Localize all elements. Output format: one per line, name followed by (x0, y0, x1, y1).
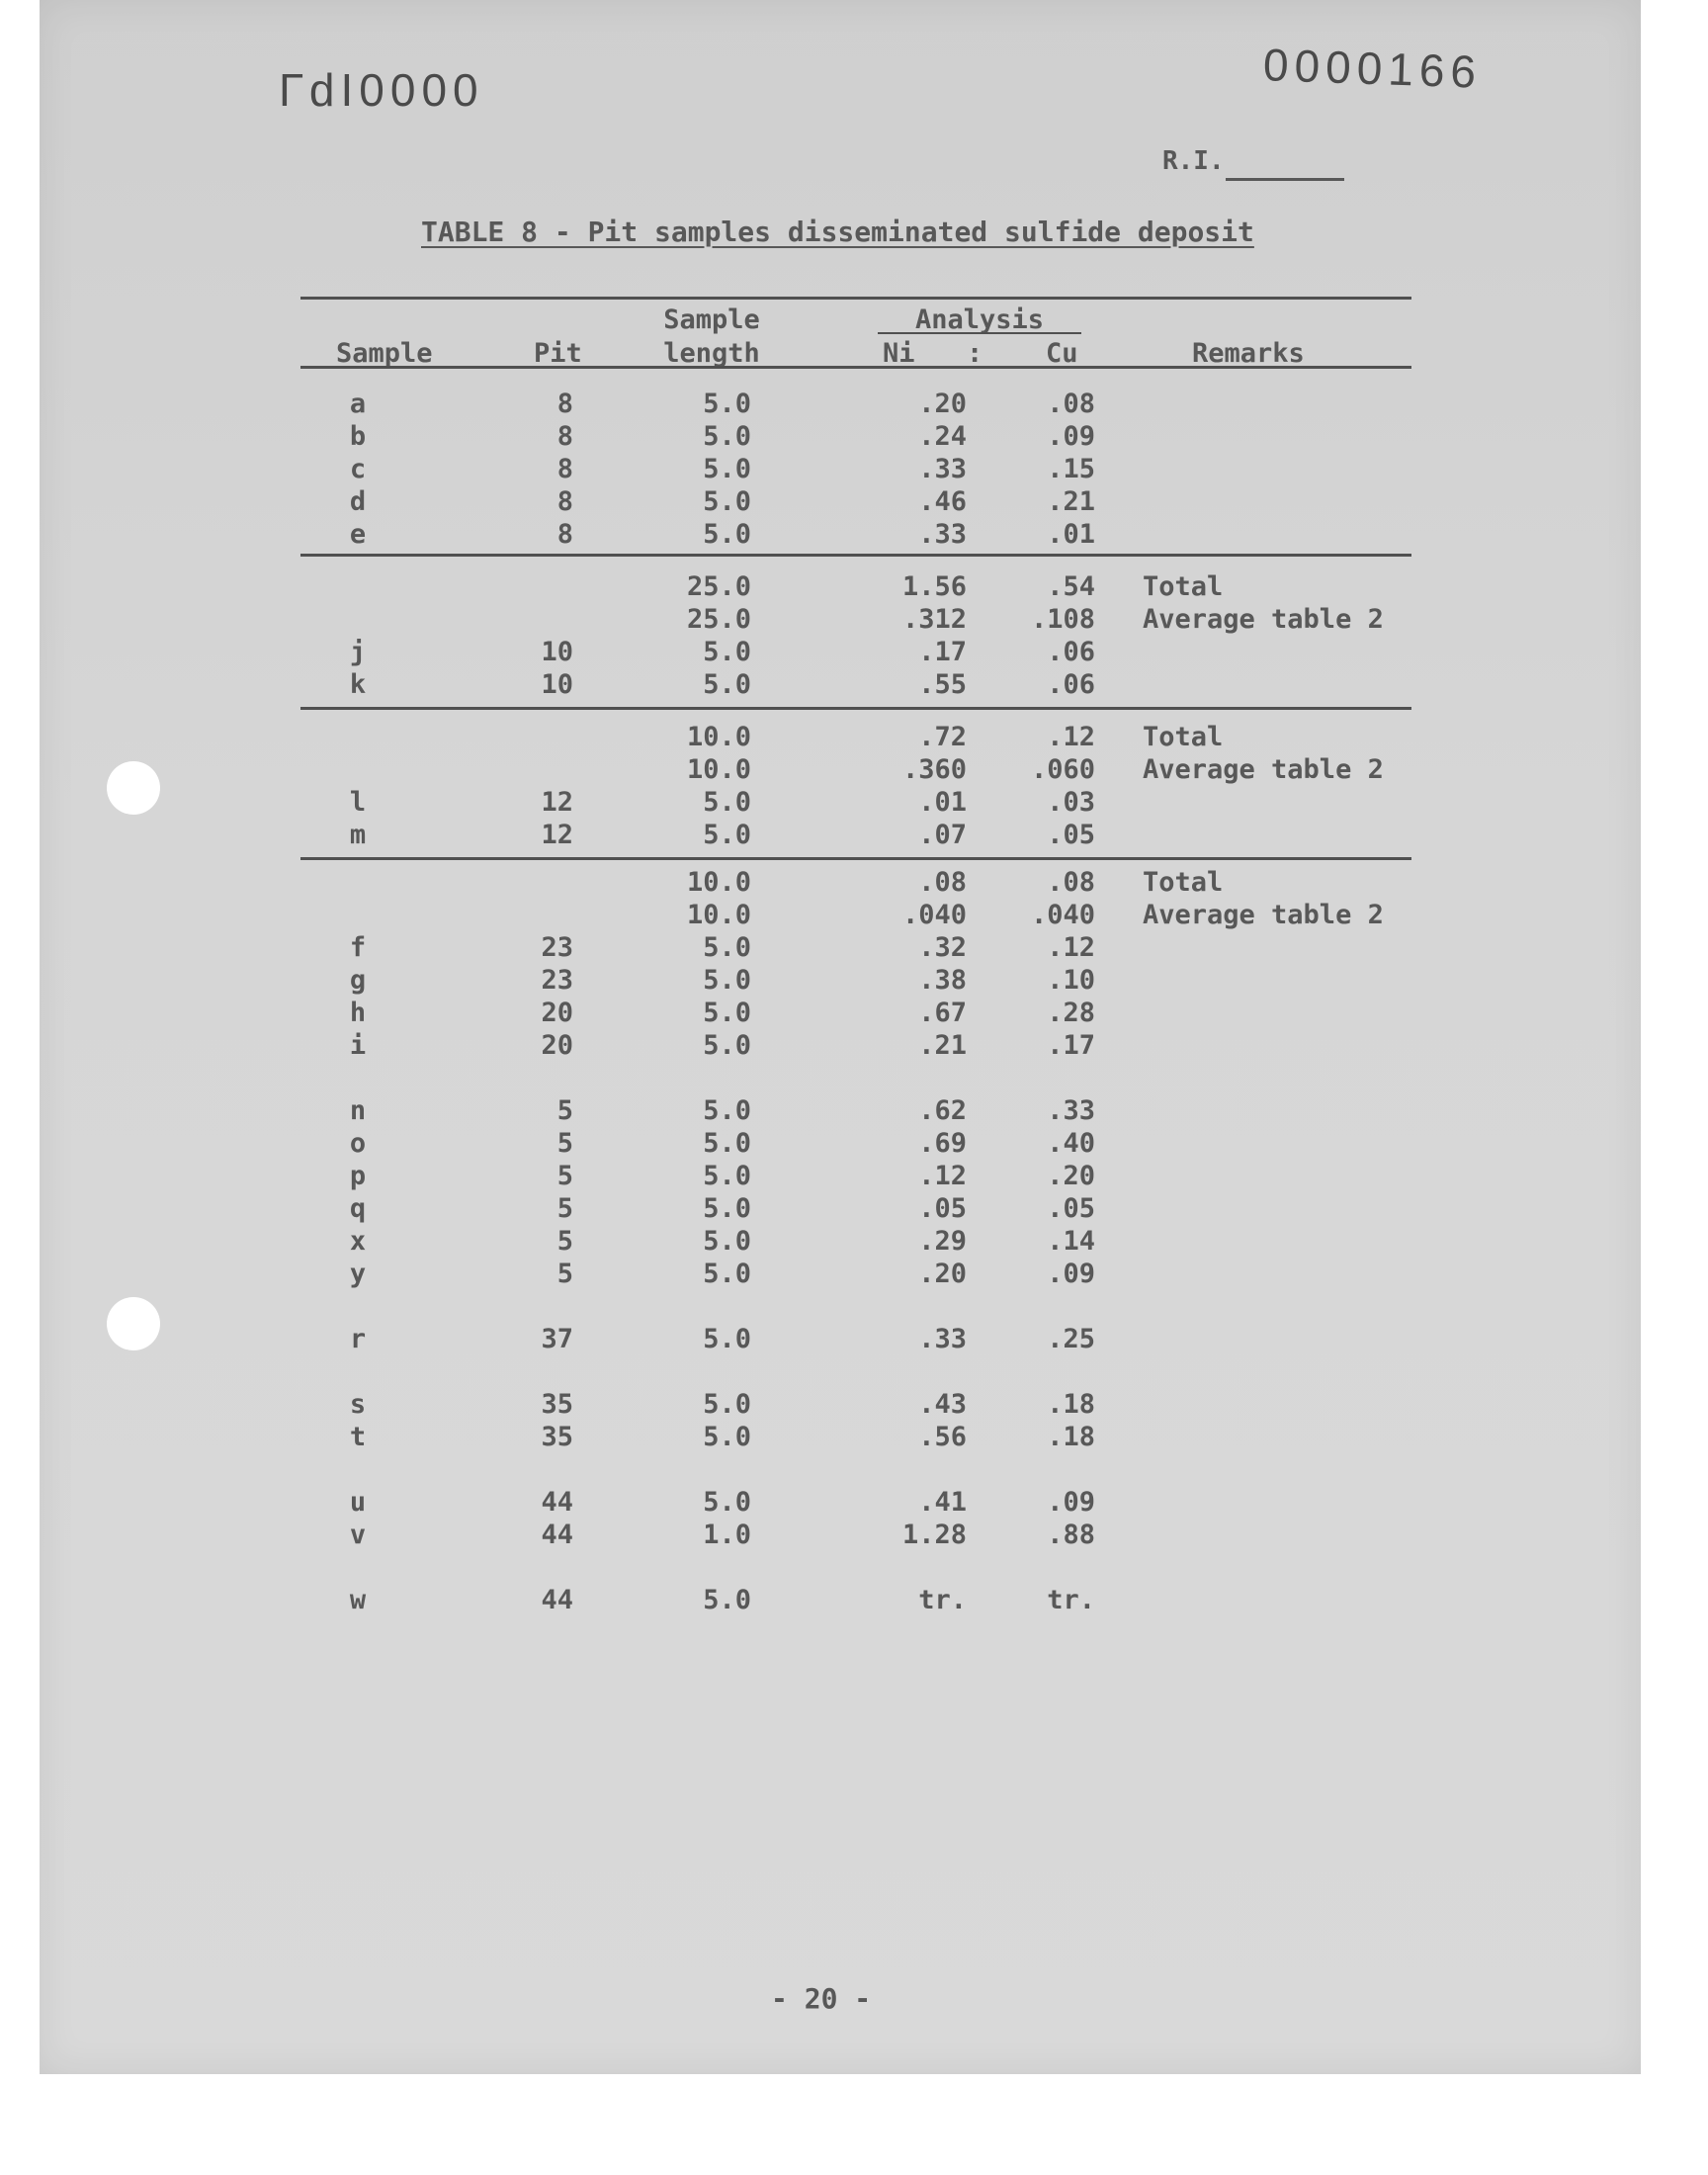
cell-cu: .10 (1047, 965, 1095, 996)
punch-hole-bottom (107, 1297, 160, 1350)
cell-cu: .06 (1047, 669, 1095, 700)
cell-length: 5.0 (703, 1324, 751, 1354)
cell-ni: .69 (918, 1128, 967, 1159)
cell-cu: .09 (1047, 1487, 1095, 1518)
report-ref: R.I. (1162, 146, 1225, 176)
cell-cu: .18 (1047, 1389, 1095, 1420)
cell-cu: .14 (1047, 1226, 1095, 1257)
cell-cu: .18 (1047, 1422, 1095, 1452)
stamp-top-right: 0000166 (1262, 39, 1483, 98)
cell-pit: 5 (556, 1128, 573, 1159)
cell-length: 5.0 (703, 486, 751, 517)
cell-ni: .20 (918, 1259, 967, 1289)
cell-ni: 1.28 (901, 1520, 967, 1550)
cell-sample: h (349, 998, 367, 1028)
cell-ni: .12 (918, 1161, 967, 1191)
cell-sample: u (349, 1487, 367, 1518)
cell-ni: .05 (918, 1193, 967, 1224)
cell-ni: .38 (918, 965, 967, 996)
cell-pit: 35 (541, 1422, 573, 1452)
cell-remarks: Average table 2 (1143, 900, 1384, 930)
punch-hole-top (107, 761, 160, 815)
cell-pit: 37 (541, 1324, 573, 1354)
cell-sample: b (349, 421, 367, 452)
cell-length: 5.0 (703, 454, 751, 484)
cell-sample: n (349, 1095, 367, 1126)
stamp-top-left: ГdI0000 (279, 64, 484, 116)
cell-sample: v (349, 1520, 367, 1550)
cell-ni: 1.56 (901, 571, 967, 602)
cell-ni: .56 (918, 1422, 967, 1452)
cell-ni: .01 (918, 787, 967, 818)
cell-length: 1.0 (703, 1520, 751, 1550)
cell-pit: 10 (541, 637, 573, 667)
cell-pit: 23 (541, 932, 573, 963)
cell-sample: i (349, 1030, 367, 1061)
cell-length: 5.0 (703, 389, 751, 419)
cell-pit: 12 (541, 787, 573, 818)
cell-length: 25.0 (686, 604, 751, 635)
cell-sample: d (349, 486, 367, 517)
cell-length: 5.0 (703, 1389, 751, 1420)
cell-length: 5.0 (703, 1161, 751, 1191)
cell-cu: .54 (1047, 571, 1095, 602)
cell-ni: .41 (918, 1487, 967, 1518)
cell-cu: .060 (1030, 754, 1095, 785)
cell-sample: c (349, 454, 367, 484)
cell-pit: 44 (541, 1487, 573, 1518)
cell-cu: .06 (1047, 637, 1095, 667)
cell-ni: .46 (918, 486, 967, 517)
cell-pit: 20 (541, 1030, 573, 1061)
header-colon: : (967, 338, 983, 369)
cell-cu: tr. (1047, 1585, 1095, 1615)
header-length-top: Sample (663, 304, 760, 335)
cell-length: 5.0 (703, 1259, 751, 1289)
cell-cu: .05 (1047, 820, 1095, 850)
cell-cu: .03 (1047, 787, 1095, 818)
cell-sample: y (349, 1259, 367, 1289)
cell-sample: t (349, 1422, 367, 1452)
cell-pit: 5 (556, 1193, 573, 1224)
cell-sample: f (349, 932, 367, 963)
cell-pit: 5 (556, 1161, 573, 1191)
cell-pit: 23 (541, 965, 573, 996)
cell-length: 5.0 (703, 1193, 751, 1224)
cell-sample: x (349, 1226, 367, 1257)
cell-length: 5.0 (703, 965, 751, 996)
cell-sample: j (349, 637, 367, 667)
cell-cu: .08 (1047, 867, 1095, 898)
cell-sample: o (349, 1128, 367, 1159)
cell-ni: .312 (901, 604, 967, 635)
cell-length: 5.0 (703, 1487, 751, 1518)
cell-cu: .15 (1047, 454, 1095, 484)
cell-sample: k (349, 669, 367, 700)
cell-ni: .24 (918, 421, 967, 452)
cell-cu: .09 (1047, 1259, 1095, 1289)
cell-length: 25.0 (686, 571, 751, 602)
header-sample: Sample (336, 338, 433, 369)
cell-pit: 8 (556, 519, 573, 550)
cell-cu: .12 (1047, 932, 1095, 963)
cell-length: 5.0 (703, 519, 751, 550)
header-ni: Ni (883, 338, 915, 369)
cell-pit: 10 (541, 669, 573, 700)
cell-cu: .21 (1047, 486, 1095, 517)
cell-sample: g (349, 965, 367, 996)
cell-cu: .17 (1047, 1030, 1095, 1061)
cell-ni: .08 (918, 867, 967, 898)
document-page (40, 0, 1641, 2074)
cell-ni: .43 (918, 1389, 967, 1420)
cell-ni: .67 (918, 998, 967, 1028)
cell-remarks: Average table 2 (1143, 754, 1384, 785)
cell-length: 10.0 (686, 900, 751, 930)
cell-length: 10.0 (686, 754, 751, 785)
cell-pit: 8 (556, 486, 573, 517)
header-pit: Pit (534, 338, 582, 369)
cell-ni: .360 (901, 754, 967, 785)
page-number: - 20 - (771, 1982, 872, 2015)
analysis-underline (878, 332, 1081, 334)
cell-length: 5.0 (703, 1226, 751, 1257)
cell-pit: 8 (556, 454, 573, 484)
cell-pit: 8 (556, 389, 573, 419)
cell-length: 5.0 (703, 637, 751, 667)
cell-remarks: Average table 2 (1143, 604, 1384, 635)
cell-ni: .040 (901, 900, 967, 930)
cell-ni: .21 (918, 1030, 967, 1061)
header-analysis: Analysis (914, 304, 1045, 335)
cell-ni: .17 (918, 637, 967, 667)
cell-sample: q (349, 1193, 367, 1224)
cell-length: 5.0 (703, 1128, 751, 1159)
cell-pit: 12 (541, 820, 573, 850)
report-ref-blank (1226, 178, 1344, 181)
cell-ni: .33 (918, 519, 967, 550)
cell-length: 5.0 (703, 1422, 751, 1452)
cell-length: 10.0 (686, 722, 751, 752)
cell-pit: 35 (541, 1389, 573, 1420)
cell-sample: r (349, 1324, 367, 1354)
cell-length: 5.0 (703, 1095, 751, 1126)
cell-cu: .12 (1047, 722, 1095, 752)
cell-sample: e (349, 519, 367, 550)
cell-remarks: Total (1143, 571, 1224, 602)
header-remarks: Remarks (1192, 338, 1305, 369)
cell-ni: .07 (918, 820, 967, 850)
cell-pit: 44 (541, 1520, 573, 1550)
cell-length: 5.0 (703, 421, 751, 452)
cell-pit: 20 (541, 998, 573, 1028)
cell-cu: .108 (1030, 604, 1095, 635)
cell-pit: 5 (556, 1226, 573, 1257)
cell-sample: w (349, 1585, 367, 1615)
cell-cu: .01 (1047, 519, 1095, 550)
table-title: TABLE 8 - Pit samples disseminated sulfide deposit (421, 216, 1254, 248)
cell-sample: l (349, 787, 367, 818)
cell-ni: tr. (918, 1585, 967, 1615)
cell-cu: .33 (1047, 1095, 1095, 1126)
cell-pit: 8 (556, 421, 573, 452)
cell-ni: .55 (918, 669, 967, 700)
cell-ni: .32 (918, 932, 967, 963)
header-bottom-rule (300, 366, 1411, 369)
cell-ni: .72 (918, 722, 967, 752)
cell-cu: .040 (1030, 900, 1095, 930)
section-rule-3 (300, 857, 1411, 860)
cell-cu: .09 (1047, 421, 1095, 452)
cell-ni: .20 (918, 389, 967, 419)
cell-pit: 44 (541, 1585, 573, 1615)
table-top-rule (300, 297, 1411, 300)
cell-length: 5.0 (703, 669, 751, 700)
header-cu: Cu (1046, 338, 1078, 369)
cell-length: 5.0 (703, 932, 751, 963)
cell-cu: .05 (1047, 1193, 1095, 1224)
section-rule-1 (300, 554, 1411, 557)
cell-sample: m (349, 820, 367, 850)
section-rule-2 (300, 707, 1411, 710)
cell-ni: .33 (918, 454, 967, 484)
cell-pit: 5 (556, 1095, 573, 1126)
cell-cu: .08 (1047, 389, 1095, 419)
cell-cu: .20 (1047, 1161, 1095, 1191)
cell-cu: .40 (1047, 1128, 1095, 1159)
cell-length: 5.0 (703, 1585, 751, 1615)
cell-sample: p (349, 1161, 367, 1191)
cell-remarks: Total (1143, 867, 1224, 898)
header-length-bottom: length (663, 338, 760, 369)
cell-ni: .62 (918, 1095, 967, 1126)
cell-length: 5.0 (703, 787, 751, 818)
cell-cu: .28 (1047, 998, 1095, 1028)
cell-cu: .25 (1047, 1324, 1095, 1354)
cell-length: 5.0 (703, 1030, 751, 1061)
cell-sample: a (349, 389, 367, 419)
cell-ni: .29 (918, 1226, 967, 1257)
cell-length: 5.0 (703, 998, 751, 1028)
cell-ni: .33 (918, 1324, 967, 1354)
cell-length: 5.0 (703, 820, 751, 850)
cell-pit: 5 (556, 1259, 573, 1289)
cell-length: 10.0 (686, 867, 751, 898)
cell-sample: s (349, 1389, 367, 1420)
cell-remarks: Total (1143, 722, 1224, 752)
cell-cu: .88 (1047, 1520, 1095, 1550)
